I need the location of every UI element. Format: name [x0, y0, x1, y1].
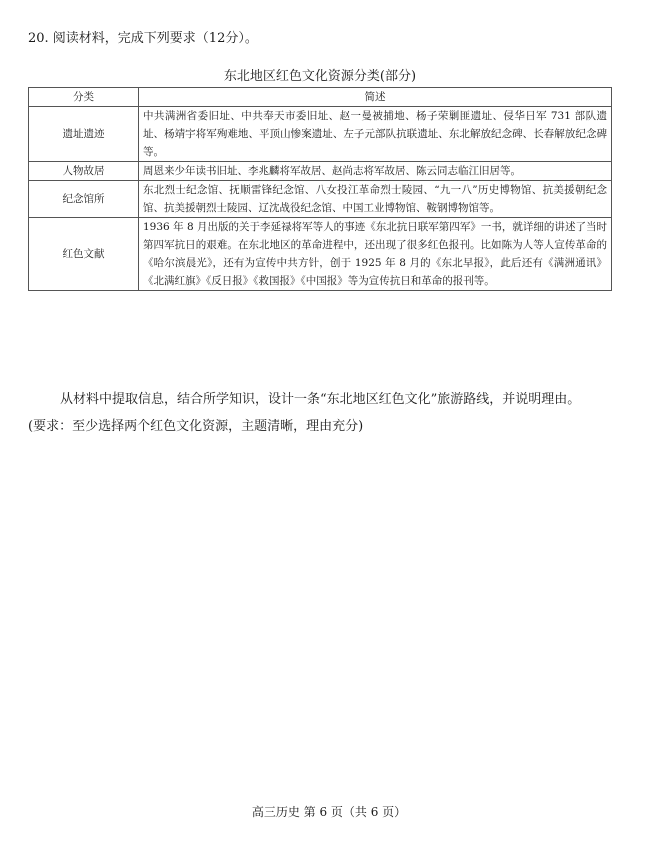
task-requirements: (要求：至少选择两个红色文化资源，主题清晰，理由充分) — [28, 419, 364, 434]
table-row — [29, 162, 612, 181]
page-footer: 高三历史 第 6 页（共 6 页） — [251, 805, 407, 819]
table-title: 东北地区红色文化资源分类(部分) — [223, 69, 417, 84]
row-category: 纪念馆所 — [29, 181, 139, 218]
table-header-row — [29, 88, 612, 107]
row-category: 人物故居 — [29, 162, 139, 181]
header-category: 分类 — [29, 88, 139, 107]
task-instruction: 从材料中提取信息，结合所学知识，设计一条“东北地区红色文化”旅游路线，并说明理由。 — [60, 392, 581, 407]
resource-table — [28, 87, 612, 291]
row-description: 东北烈士纪念馆、抚顺雷锋纪念馆、八女投江革命烈士陵园、“九一八”历史博物馆、抗美援朝纪念馆、抗美援朝烈士陵园、辽沈战役纪念馆、中国工业博物馆、鞍钢博物馆等。 — [139, 181, 612, 218]
table-row — [29, 107, 612, 162]
row-category: 遗址遗迹 — [29, 107, 139, 162]
table-row — [29, 218, 612, 291]
row-category: 红色文献 — [29, 218, 139, 291]
table-row — [29, 181, 612, 218]
row-description: 1936 年 8 月出版的关于李延禄将军等人的事迹《东北抗日联军第四军》一书，就详细的讲述了当时第四军抗日的艰难。在东北地区的革命进程中，还出现了很多红色报刊。比如陈为人等人宣传革命的《哈尔滨晨光》，还有为宣传中共方针，创于 1925 年 8 月的《东北早报》，此后还有《满洲通讯》《北满红旗》《反日报》《救国报》《中国报》等为宣传抗日和革命的报刊等。 — [139, 218, 612, 291]
question-heading: 20. 阅读材料，完成下列要求（12分）。 — [28, 31, 258, 46]
row-description: 中共满洲省委旧址、中共奉天市委旧址、赵一曼被捕地、杨子荣剿匪遗址、侵华日军 731 部队遗址、杨靖宇将军殉难地、平顶山惨案遗址、左子元部队抗联遗址、东北解放纪念碑、长春解放纪念碑等。 — [139, 107, 612, 162]
header-description: 简述 — [139, 88, 612, 107]
row-description: 周恩来少年读书旧址、李兆麟将军故居、赵尚志将军故居、陈云同志临江旧居等。 — [139, 162, 612, 181]
